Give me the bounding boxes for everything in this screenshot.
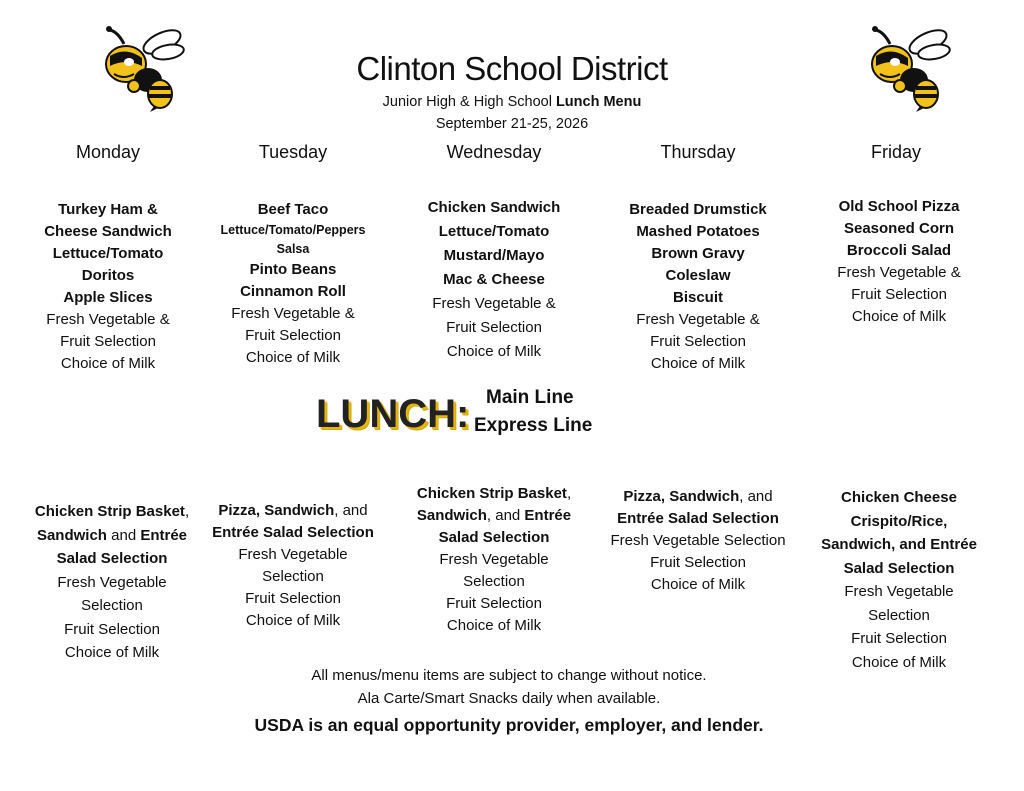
menu-item: Selection <box>868 606 930 624</box>
day-header-friday: Friday <box>870 142 921 162</box>
menu-item: Fruit Selection <box>851 286 947 303</box>
subtitle-text: Junior High & High School <box>382 94 556 110</box>
menu-item: Entrée <box>524 507 572 524</box>
menu-item: Sandwich <box>416 507 487 524</box>
menu-item: Entrée Salad Selection <box>212 524 374 541</box>
menu-item-line <box>17 500 207 524</box>
menu-item: Lettuce/Tomato/Peppers <box>220 223 366 237</box>
menu-item: Pizza, Sandwich <box>218 502 335 519</box>
menu-dates: September 21-25, 2026 <box>435 116 589 132</box>
menu-item: Mashed Potatoes <box>636 223 760 240</box>
footer-notice-snacks: Ala Carte/Smart Snacks daily when available. <box>357 690 661 707</box>
hornet-mascot-icon <box>862 22 958 112</box>
menu-item-connector: , <box>184 503 190 520</box>
menu-item-line <box>399 505 589 527</box>
menu-item: Chicken Sandwich <box>427 199 561 216</box>
hornet-mascot-icon <box>96 22 192 112</box>
menu-item: Entrée <box>140 526 188 544</box>
menu-item: Salad Selection <box>438 529 550 546</box>
footer-notice-change: All menus/menu items are subject to change without notice. <box>311 667 707 684</box>
menu-item: Apple Slices <box>63 289 153 306</box>
menu-item: Broccoli Salad <box>846 242 952 259</box>
menu-item: Choice of Milk <box>446 617 542 634</box>
menu-item: Chicken Strip Basket <box>34 503 185 520</box>
menu-item: Fresh Vegetable & <box>837 264 961 281</box>
menu-item: Cheese Sandwich <box>44 223 172 240</box>
menu-item: Cinnamon Roll <box>240 283 346 300</box>
day-header-monday: Monday <box>75 142 141 162</box>
subtitle-emphasis: Lunch Menu <box>555 94 642 110</box>
menu-item: Fresh Vegetable Selection <box>610 532 786 549</box>
menu-item: Brown Gravy <box>651 245 745 262</box>
menu-item: Choice of Milk <box>60 355 156 372</box>
menu-item: Fresh Vegetable <box>844 583 954 600</box>
menu-item: Fresh Vegetable <box>57 573 167 591</box>
menu-item: Salad Selection <box>843 559 955 577</box>
menu-item: Doritos <box>81 267 135 284</box>
menu-item-connector: , <box>566 485 572 502</box>
menu-item: Choice of Milk <box>64 644 160 661</box>
menu-item-connector: and <box>106 526 141 544</box>
menu-item: Choice of Milk <box>851 308 947 325</box>
menu-item: Sandwich, and Entrée <box>821 536 977 553</box>
express-line-label: Express Line <box>474 415 593 436</box>
main-line-label: Main Line <box>486 387 574 408</box>
main-menu-friday <box>804 196 994 328</box>
menu-item: Fruit Selection <box>650 554 746 571</box>
menu-item: Salad Selection <box>56 550 168 567</box>
main-menu-wednesday <box>399 196 589 364</box>
menu-item: Chicken Cheese <box>841 489 957 506</box>
menu-item: Sandwich <box>36 526 107 544</box>
lunch-heading: LUNCH: <box>316 392 470 436</box>
menu-item: Coleslaw <box>665 267 731 284</box>
menu-item: Fruit Selection <box>60 333 156 350</box>
menu-item: Fruit Selection <box>446 595 542 612</box>
menu-item: Fruit Selection <box>245 327 341 344</box>
express-menu-friday <box>799 486 999 674</box>
menu-item: Seasoned Corn <box>843 220 955 237</box>
menu-item: Old School Pizza <box>838 198 960 215</box>
menu-item: Fresh Vegetable <box>439 551 549 568</box>
day-header-wednesday: Wednesday <box>446 142 542 162</box>
menu-item: Choice of Milk <box>245 349 341 366</box>
day-header-thursday: Thursday <box>660 142 736 162</box>
express-menu-tuesday <box>198 500 388 632</box>
main-menu-tuesday <box>198 199 388 369</box>
menu-item: Choice of Milk <box>446 343 542 360</box>
menu-item: Fresh Vegetable & <box>46 311 170 328</box>
menu-item-line <box>17 524 207 548</box>
menu-item: Choice of Milk <box>851 653 947 671</box>
menu-item: Crispito/Rice, <box>850 512 948 530</box>
main-menu-thursday <box>603 199 793 375</box>
menu-item: Choice of Milk <box>650 355 746 372</box>
express-menu-wednesday <box>399 483 589 637</box>
menu-item: Mustard/Mayo <box>443 247 545 264</box>
menu-item: Selection <box>463 573 525 590</box>
menu-item: Choice of Milk <box>650 576 746 593</box>
menu-item-connector: , and <box>486 507 525 524</box>
menu-item: Salsa <box>276 242 310 256</box>
menu-item-line <box>198 500 388 522</box>
menu-item: Selection <box>81 597 143 614</box>
menu-item: Fruit Selection <box>851 630 947 647</box>
menu-item: Lettuce/Tomato <box>52 245 164 262</box>
menu-item: Fresh Vegetable & <box>231 305 355 322</box>
menu-item: Beef Taco <box>257 201 329 218</box>
menu-item: Fresh Vegetable & <box>432 295 556 312</box>
menu-item: Fruit Selection <box>650 333 746 350</box>
menu-item: Pinto Beans <box>249 261 337 278</box>
menu-item-connector: , and <box>739 488 773 505</box>
menu-item: Biscuit <box>672 289 723 306</box>
footer-usda-statement: USDA is an equal opportunity provider, employer, and lender. <box>254 715 764 735</box>
menu-item: Choice of Milk <box>245 612 341 629</box>
menu-item: Fruit Selection <box>245 590 341 607</box>
menu-item-connector: , and <box>334 502 368 519</box>
menu-item: Fresh Vegetable & <box>636 311 760 328</box>
page-title: Clinton School District <box>356 50 668 87</box>
menu-item: Breaded Drumstick <box>629 201 767 218</box>
menu-item: Turkey Ham & <box>58 201 158 218</box>
menu-item: Fruit Selection <box>64 620 160 638</box>
express-menu-monday <box>17 500 207 665</box>
express-menu-thursday <box>598 486 798 596</box>
menu-subtitle <box>262 92 762 112</box>
menu-item: Fresh Vegetable <box>238 546 348 563</box>
menu-item: Selection <box>262 568 324 585</box>
menu-item-line <box>598 486 798 508</box>
menu-item: Fruit Selection <box>446 319 542 336</box>
menu-item: Chicken Strip Basket <box>416 485 567 502</box>
menu-item: Pizza, Sandwich <box>623 488 740 505</box>
menu-item-line <box>399 483 589 505</box>
main-menu-monday <box>13 199 203 375</box>
menu-item: Lettuce/Tomato <box>438 223 550 240</box>
menu-item: Entrée Salad Selection <box>617 510 779 527</box>
menu-item: Mac & Cheese <box>443 271 545 288</box>
day-header-tuesday: Tuesday <box>258 142 328 162</box>
